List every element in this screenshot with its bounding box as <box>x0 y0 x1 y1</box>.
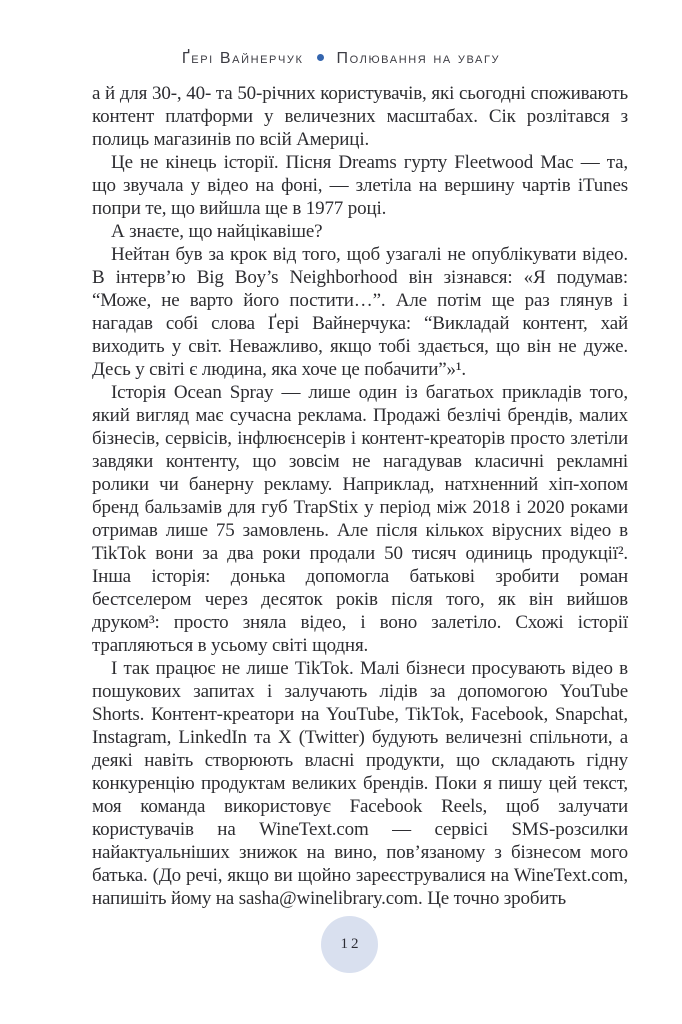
running-header <box>0 50 682 68</box>
body-paragraph: І так працює не лише TikTok. Малі бізнеси просувають відео в пошукових запитах і залучають лідів за допомогою YouTube Shorts. Контент-креатори на YouTube, TikTok, Facebook, Snapchat, Instagram, LinkedIn та X (Twitter) будують величезні спільноти, а деякі навіть створюють власні продукти, що складають гідну конкуренцію продуктам великих брендів. Поки я пишу цей текст, моя команда використовує Facebook Reels, щоб залучати користувачів на WineText.com — сервісі SMS-розсилки найактуальніших знижок на вино, пов’язаному з бізнесом мого батька. (До речі, якщо ви щойно зареєструвалися на WineText.com, напишіть йому на sasha@winelibrary.com. Це точно зробить <box>92 658 628 909</box>
body-paragraph: Це не кінець історії. Пісня Dreams гурту Fleetwood Mac — та, що звучала у відео на фоні, — злетіла на вершину чартів iTunes попри те, що вийшла ще в 1977 році. <box>92 152 628 219</box>
body-paragraph: Нейтан був за крок від того, щоб узагалі не опублікувати відео. В інтерв’ю Big Boy’s Neighborhood він зізнався: «Я подумав: “Може, не варто його постити…”. Але потім ще раз глянув і нагадав собі слова Ґері Вайнерчука: “Викладай контент, хай виходить у світ. Неважливо, якщо тобі здається, що він не дуже. Десь у світі є людина, яка хоче це побачити”»¹. <box>92 244 628 380</box>
body-paragraph: А знаєте, що найцікавіше? <box>111 221 323 242</box>
page-body-text <box>92 82 628 910</box>
body-paragraph: а й для 30-, 40- та 50-річних користувачів, які сьогодні споживають контент платформи у величезних масштабах. Сік розлітався з полиць магазинів по всій Америці. <box>92 83 628 150</box>
separator-dot-icon <box>317 54 324 61</box>
body-paragraph: Історія Ocean Spray — лише один із багатьох прикладів того, який вигляд має сучасна реклама. Продажі безлічі брендів, малих бізнесів, сервісів, інфлюєнсерів і контент-креаторів просто злетіли завдяки контенту, що зовсім не нагадував класичні рекламні ролики чи банерну рекламу. Наприклад, натхненний хіп-хопом бренд бальзамів для губ TrapStix у період між 2018 і 2020 роками отримав лише 75 замовлень. Але після кількох вірусних відео в TikTok вони за два роки продали 50 тисяч одиниць продукції². Інша історія: донька допомогла батькові зробити роман бестселером через десяток років після того, як він вийшов друком³: просто зняла відео, і воно залетіло. Схожі історії трапляються в усьому світі щодня. <box>92 382 628 656</box>
page-number-badge <box>321 916 378 973</box>
page-number: 12 <box>340 936 362 952</box>
header-author: Ґері Вайнерчук <box>181 50 304 67</box>
header-book-title: Полювання на увагу <box>336 50 501 67</box>
